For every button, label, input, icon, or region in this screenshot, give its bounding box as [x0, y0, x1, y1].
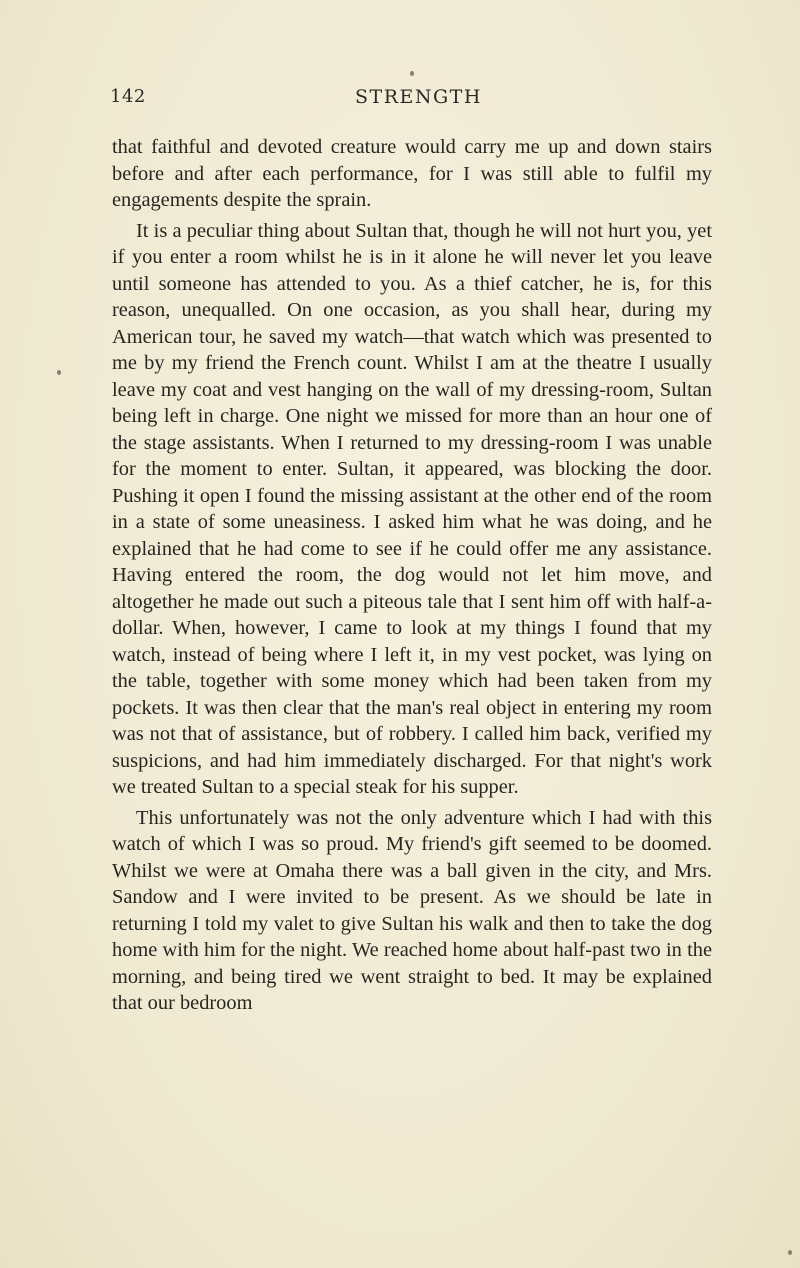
- page-number: 142: [110, 86, 146, 107]
- body-text: [112, 134, 712, 1017]
- running-title: STRENGTH: [355, 86, 482, 108]
- print-speck: [410, 71, 414, 76]
- paragraph: that faithful and devoted creature would carry me up and down stairs before and after each performance, for I was still able to fulfil my engagements despite the sprain.: [112, 136, 712, 211]
- print-speck: [57, 370, 61, 375]
- paragraph: This unfortunately was not the only adventure which I had with this watch of which I was so proud. My friend's gift seemed to be doomed. Whilst we were at Omaha there was a ball given in the city, and Mrs. Sandow and I were invited to be present. As we should be late in returning I told my valet to give Sultan his walk and then to take the dog home with him for the night. We reached home about half-past two in the morning, and being tired we went straight to bed. It may be explained that our bedroom: [112, 806, 712, 1014]
- print-speck: [788, 1250, 792, 1255]
- page-header: [110, 86, 730, 116]
- paragraph: It is a peculiar thing about Sultan that, though he will not hurt you, yet if you enter a room whilst he is in it alone he will never let you leave until someone has attended to you. As a thief catcher, he is, for this reason, unequalled. On one occasion, as you shall hear, during my American tour, he saved my watch—that watch which was presented to me by my friend the French count. Whilst I am at the theatre I usually leave my coat and vest hanging on the wall of my dressing-room, Sultan being left in charge. One night we missed for more than an hour one of the stage assistants. When I returned to my dressing-room I was unable for the moment to enter. Sultan, it appeared, was blocking the door. Pushing it open I found the missing assistant at the other end of the room in a state of some uneasiness. I asked him what he was doing, and he explained that he had come to see if he could offer me any assistance. Having entered the room, the dog would not let him move, and altogether he made out such a piteous tale that I sent him off with half-a-dollar. When, however, I came to look at my things I found that my watch, instead of being where I left it, in my vest pocket, was lying on the table, together with some money which had been taken from my pockets. It was then clear that the man's real object in entering my room was not that of assistance, but of robbery. I called him back, verified my suspicions, and had him immediately discharged. For that night's work we treated Sultan to a special steak for his supper.: [112, 219, 712, 798]
